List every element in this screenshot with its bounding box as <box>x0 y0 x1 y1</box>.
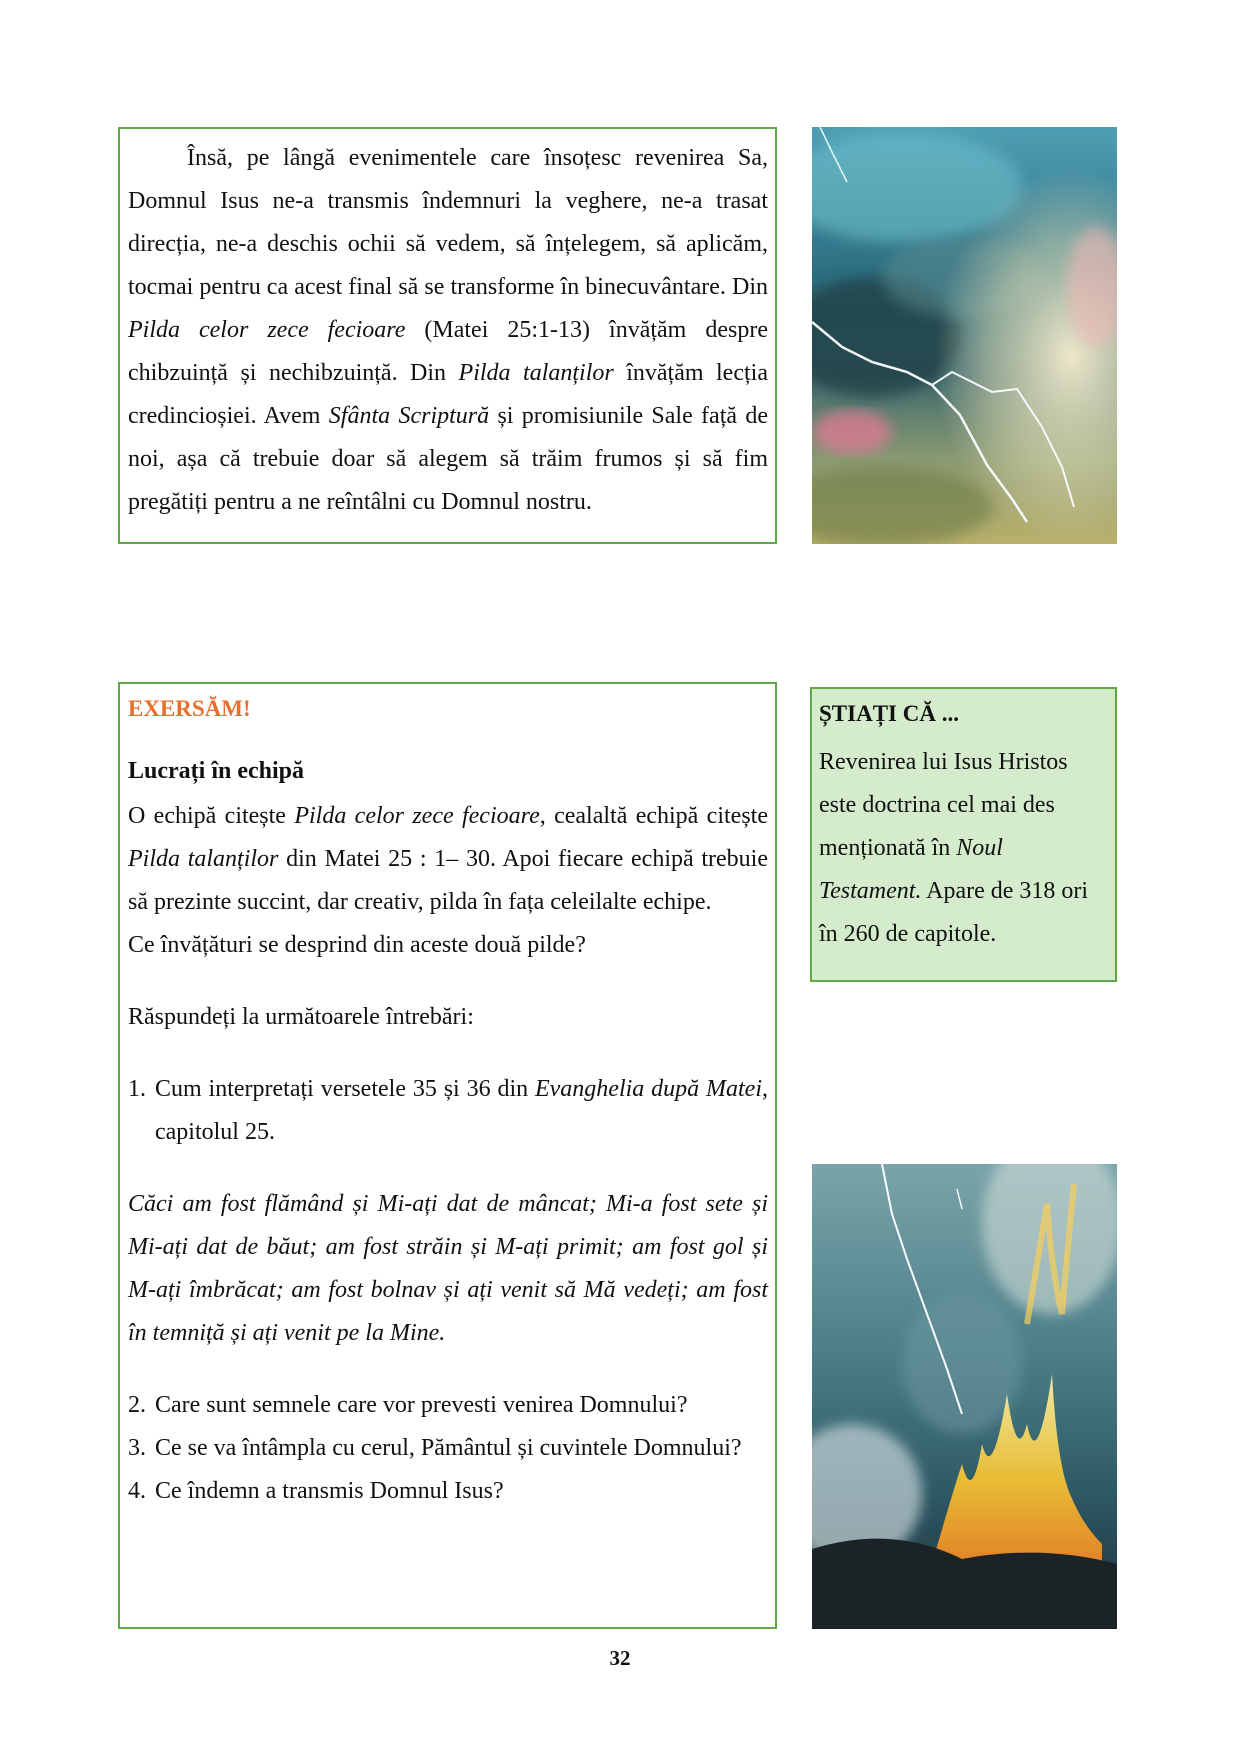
question-item-3 <box>128 1427 768 1470</box>
exercise-title: EXERSĂM! <box>128 696 251 721</box>
did-you-know-box <box>810 687 1117 982</box>
page-number: 32 <box>609 1646 631 1670</box>
question-text <box>155 1068 768 1154</box>
fire-lightning-illustration <box>812 1164 1117 1629</box>
q1-text-1: Cum interpretați versetele 35 și 36 din <box>155 1076 535 1102</box>
question-number: 2. <box>128 1392 146 1418</box>
question-item-1 <box>128 1068 768 1154</box>
team-text-2: , cealaltă echipă citește <box>539 803 768 829</box>
intro-em-scripture: Sfânta Scriptură <box>328 403 490 429</box>
facts-text-2: Apare de 318 ori în 260 de capitole. <box>819 878 1089 947</box>
team-instructions <box>128 795 768 924</box>
answer-prompt: Răspundeți la următoarele întrebări: <box>128 1004 474 1030</box>
question-item-2 <box>128 1384 768 1427</box>
question-number: 1. <box>128 1076 146 1102</box>
storm-lightning-illustration <box>812 127 1117 544</box>
q1-text-2: , capitolul 25. <box>155 1076 768 1145</box>
intro-em-talents: Pilda talanților <box>458 360 614 386</box>
question-number: 4. <box>128 1478 146 1504</box>
intro-text-3: învățăm lecția credincioșiei. Avem <box>128 360 768 429</box>
question-number: 3. <box>128 1435 146 1461</box>
question-text: Ce îndemn a transmis Domnul Isus? <box>155 1478 504 1504</box>
q1-em-gospel: Evanghelia după Matei <box>534 1076 762 1102</box>
facts-text-1: Revenirea lui Isus Hristos este doctrina cel mai des menționată în <box>819 749 1068 861</box>
question-text: Care sunt semnele care vor prevesti venirea Domnului? <box>155 1392 688 1418</box>
team-em-talents: Pilda talanților <box>128 846 279 872</box>
intro-paragraph <box>128 137 768 524</box>
intro-text-4: și promisiunile Sale față de noi, așa că trebuie doar să alegem să trăim frumos și să fim pregătiți pentru a ne reîntâlni cu Domnul nostru. <box>128 403 768 515</box>
question-lessons: Ce învățături se desprind din aceste două pilde? <box>128 932 586 958</box>
team-text-3: din Matei 25 : 1– 30. Apoi fiecare echipă trebuie să prezinte succint, dar creativ, pilda în fața celeilalte echipe. <box>128 846 768 915</box>
intro-text-2: (Matei 25:1-13) învățăm despre chibzuință și nechibzuință. Din <box>128 317 768 386</box>
question-list <box>128 1384 768 1513</box>
team-em-ten-virgins: Pilda celor zece fecioare <box>294 803 540 829</box>
did-you-know-title: ȘTIAȚI CĂ ... <box>819 701 959 726</box>
exercise-box <box>118 682 777 1629</box>
bible-quote: Căci am fost flămând și Mi-ați dat de mâncat; Mi-a fost sete și Mi-ați dat de băut; am fost străin și M-ați primit; am fost gol și M-ați îmbrăcat; am fost bolnav și ați venit să Mă vedeți; am fost în temniță și ați venit pe la Mine. <box>128 1191 768 1346</box>
intro-text-box <box>118 127 777 544</box>
team-text-1: O echipă citește <box>128 803 295 829</box>
intro-em-ten-virgins: Pilda celor zece fecioare <box>128 317 406 343</box>
facts-em-new-testament: Noul Testament. <box>819 835 1003 904</box>
intro-text-1: Însă, pe lângă evenimentele care însoțesc revenirea Sa, Domnul Isus ne-a transmis îndemnuri la veghere, ne-a trasat direcția, ne-a deschis ochii să vedem, să înțelegem, să aplicăm, tocmai pentru ca acest final să se transforme în binecuvântare. Din <box>128 145 768 300</box>
question-text: Ce se va întâmpla cu cerul, Pământul și cuvintele Domnului? <box>155 1435 742 1461</box>
question-item-4 <box>128 1470 768 1513</box>
exercise-subtitle: Lucrați în echipă <box>128 758 305 784</box>
did-you-know-text <box>819 741 1108 956</box>
